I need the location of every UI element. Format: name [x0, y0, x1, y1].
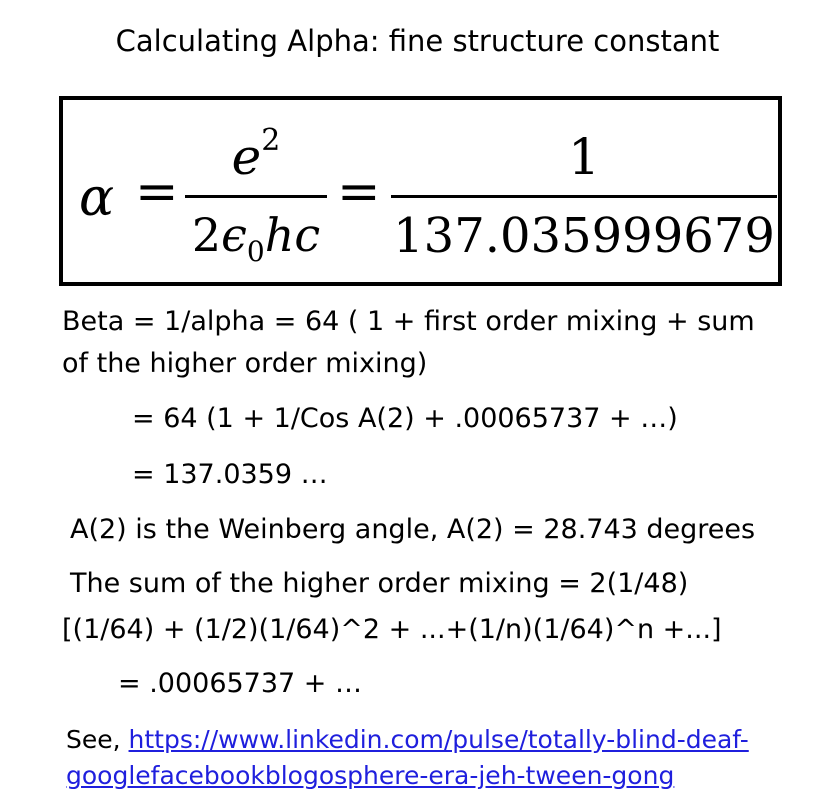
rhs-numerator: 1 [568, 128, 600, 186]
fraction-denominator [185, 208, 327, 268]
weinberg-line: A(2) is the Weinberg angle, A(2) = 28.743 degrees [70, 514, 756, 545]
beta-line-2: of the higher order mixing) [62, 348, 428, 379]
sum-line-2: [(1/64) + (1/2)(1/64)^2 + ...+(1/n)(1/64)^n +...] [62, 614, 722, 645]
reference-link-part-2[interactable]: googlefacebookblogosphere-era-jeh-tween-gong [66, 761, 675, 790]
reference-line-1 [66, 725, 749, 754]
den-subscript: 0 [246, 235, 265, 269]
fraction-bar-2 [391, 195, 777, 198]
den-coefficient: 2 [191, 208, 222, 262]
fraction-bar-1 [185, 195, 327, 198]
result-line: = 137.0359 … [132, 459, 328, 490]
sum-line-1: The sum of the higher order mixing = 2(1/48) [70, 568, 689, 599]
den-epsilon: ϵ [221, 208, 247, 262]
sum-result-line: = .00065737 + … [118, 668, 363, 699]
reference-prefix: See, [66, 725, 129, 754]
reference-link-part-1[interactable]: https://www.linkedin.com/pulse/totally-blind-deaf- [128, 725, 749, 754]
equals-sign-2: = [337, 162, 381, 222]
numerator-exponent: 2 [261, 123, 281, 159]
alpha-symbol: α [79, 168, 115, 228]
den-hc: hc [264, 208, 321, 262]
rhs-denominator: 137.035999679 [393, 208, 775, 264]
expansion-line: = 64 (1 + 1/Cos A(2) + .00065737 + …) [132, 403, 678, 434]
page-title: Calculating Alpha: fine structure constant [115, 24, 720, 58]
formula-box [59, 96, 782, 286]
beta-line-1: Beta = 1/alpha = 64 ( 1 + first order mixing + sum [62, 306, 755, 337]
equals-sign-1: = [135, 162, 179, 222]
fraction-numerator [185, 123, 327, 186]
numerator-base: e [231, 128, 262, 186]
